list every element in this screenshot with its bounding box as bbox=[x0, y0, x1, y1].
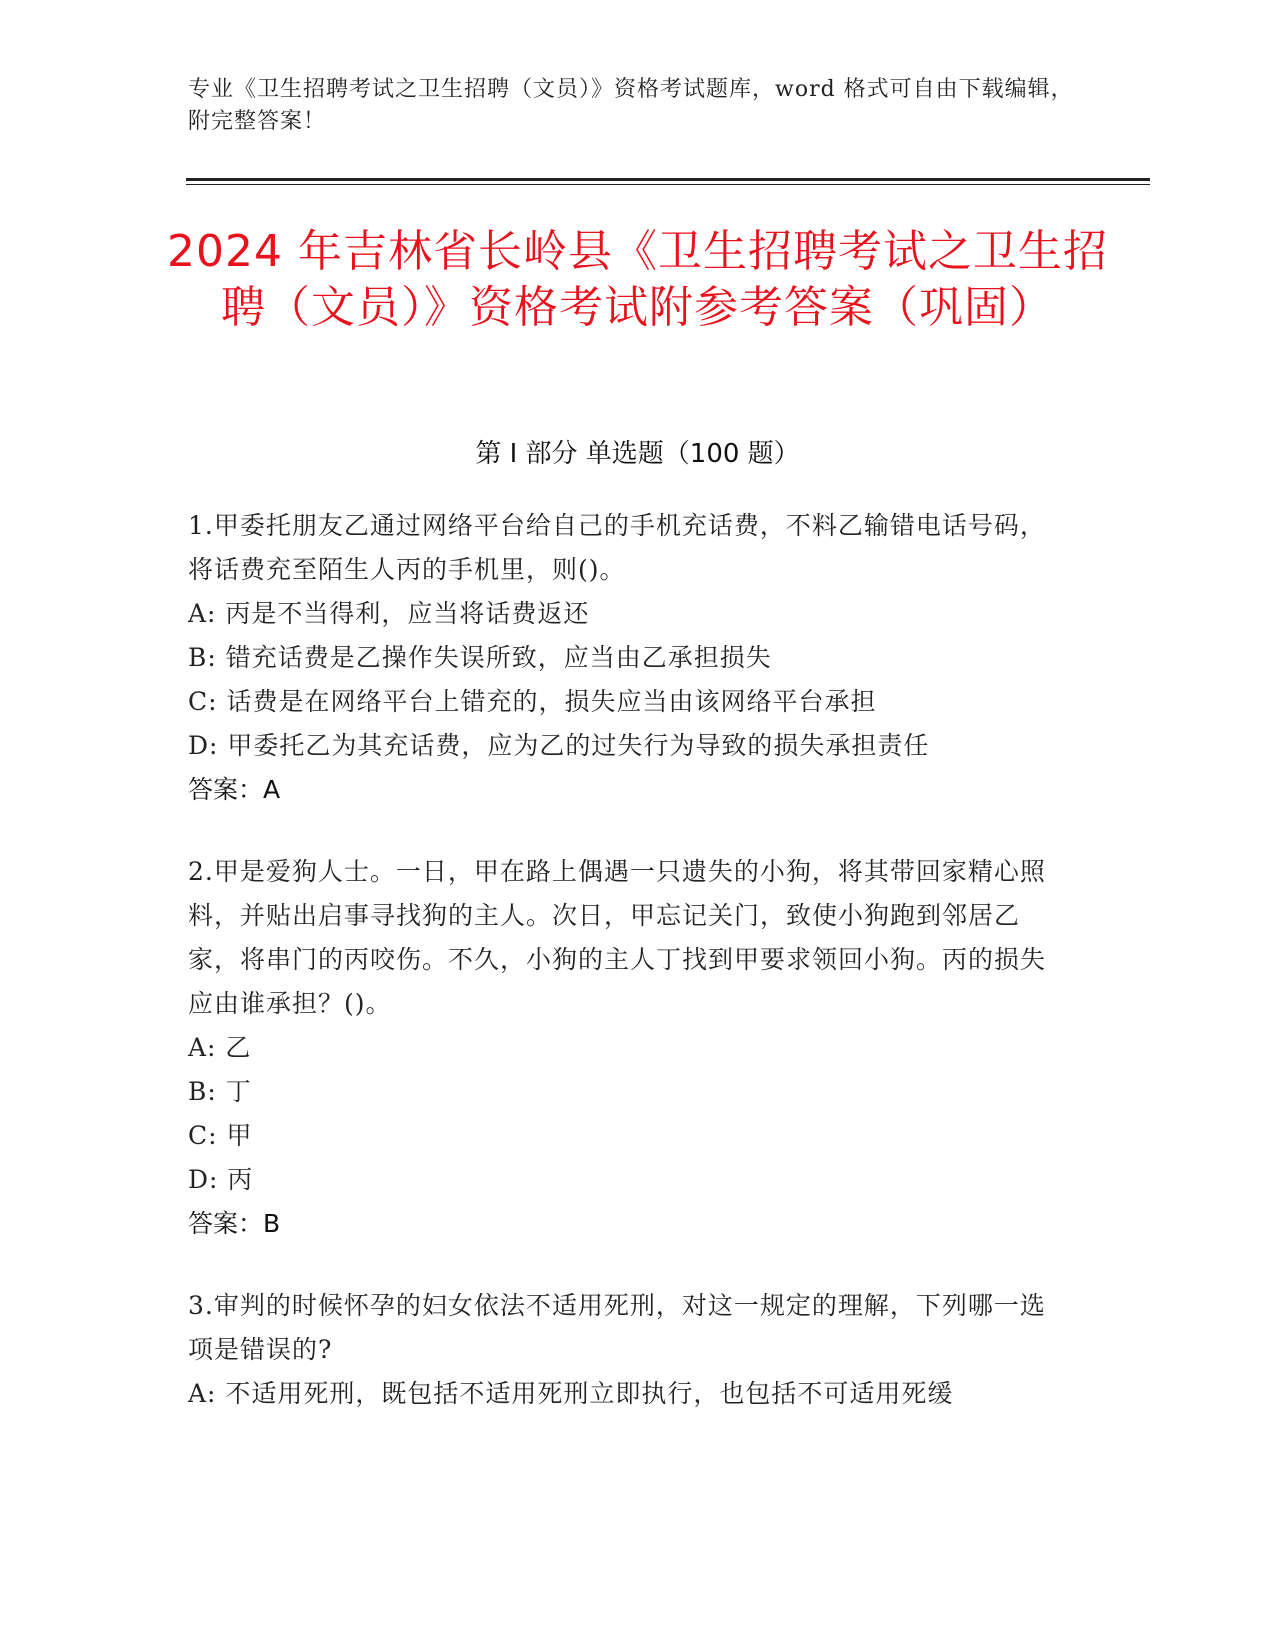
option-d: D: 丙 bbox=[188, 1165, 254, 1194]
option-a: A: 丙是不当得利，应当将话费返还 bbox=[188, 599, 590, 628]
question-2 bbox=[188, 850, 1068, 1246]
question-stem: 1.甲委托朋友乙通过网络平台给自己的手机充话费，不料乙输错电话号码，将话费充至陌生人丙的手机里，则()。 bbox=[188, 511, 1046, 584]
question-1 bbox=[188, 504, 1068, 812]
option-c: C: 话费是在网络平台上错充的，损失应当由该网络平台承担 bbox=[188, 687, 877, 716]
header-rule-thick bbox=[186, 178, 1150, 181]
answer: 答案：A bbox=[188, 775, 281, 804]
option-c: C: 甲 bbox=[188, 1121, 253, 1150]
header-rule-thin bbox=[186, 184, 1150, 185]
option-b: B: 错充话费是乙操作失误所致，应当由乙承担损失 bbox=[188, 643, 772, 672]
option-d: D: 甲委托乙为其充话费，应为乙的过失行为导致的损失承担责任 bbox=[188, 731, 930, 760]
question-stem: 3.审判的时候怀孕的妇女依法不适用死刑，对这一规定的理解，下列哪一选项是错误的? bbox=[188, 1291, 1046, 1364]
document-title: 2024 年吉林省长岭县《卫生招聘考试之卫生招聘（文员）》资格考试附参考答案（巩固） bbox=[167, 226, 1108, 333]
answer: 答案：B bbox=[188, 1209, 281, 1238]
option-a: A: 乙 bbox=[188, 1033, 252, 1062]
question-stem: 2.甲是爱狗人士。一日，甲在路上偶遇一只遗失的小狗，将其带回家精心照料，并贴出启事寻找狗的主人。次日，甲忘记关门，致使小狗跑到邻居乙家，将串门的丙咬伤。不久，小狗的主人丁找到甲要求领回小狗。丙的损失应由谁承担？()。 bbox=[188, 857, 1047, 1018]
section-heading: 第 I 部分 单选题（100 题） bbox=[475, 439, 800, 469]
header-note: 专业《卫生招聘考试之卫生招聘（文员）》资格考试题库，word 格式可自由下载编辑，附完整答案！ bbox=[188, 77, 1074, 134]
question-3 bbox=[188, 1284, 1068, 1416]
option-b: B: 丁 bbox=[188, 1077, 252, 1106]
option-a: A: 不适用死刑，既包括不适用死刑立即执行，也包括不可适用死缓 bbox=[188, 1379, 954, 1408]
